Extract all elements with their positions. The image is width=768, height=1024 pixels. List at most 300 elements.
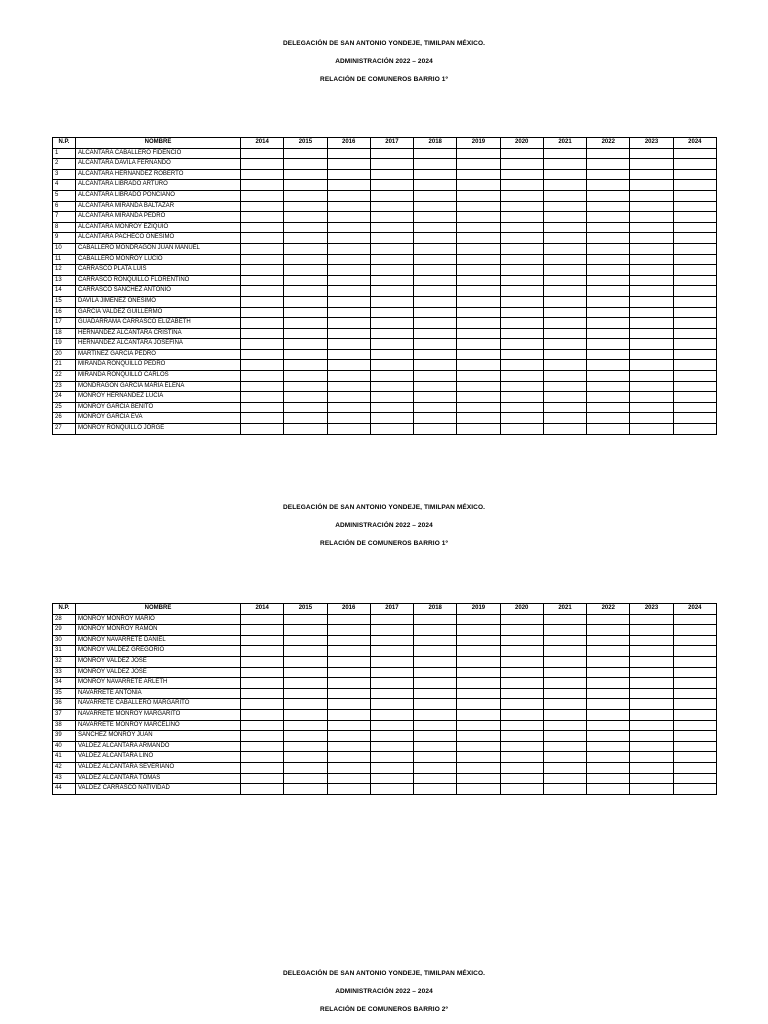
table-row (53, 402, 717, 413)
year-cell (500, 339, 543, 350)
column-header: 2019 (457, 138, 500, 149)
row-number: 12 (53, 265, 76, 276)
year-cell (673, 762, 716, 773)
year-cell (587, 286, 630, 297)
table-row (53, 667, 717, 678)
row-number: 36 (53, 699, 76, 710)
year-cell (370, 773, 413, 784)
comunero-name: ALCANTARA PACHECO ONESIMO (76, 233, 241, 244)
year-cell (500, 392, 543, 403)
year-cell (457, 148, 500, 159)
year-cell (587, 688, 630, 699)
year-cell (241, 286, 284, 297)
year-cell (673, 265, 716, 276)
row-number: 42 (53, 762, 76, 773)
year-cell (543, 741, 586, 752)
year-cell (543, 233, 586, 244)
table-row (53, 222, 717, 233)
year-cell (673, 212, 716, 223)
year-cell (673, 635, 716, 646)
year-cell (370, 784, 413, 795)
administration-period: ADMINISTRACIÓN 2022 – 2024 (335, 522, 433, 529)
year-cell (500, 646, 543, 657)
comunero-name: MONROY HERNANDEZ LUCIA (76, 392, 241, 403)
table-row (53, 773, 717, 784)
year-cell (500, 424, 543, 435)
year-cell (241, 614, 284, 625)
year-cell (630, 243, 673, 254)
column-header: 2017 (370, 138, 413, 149)
year-cell (587, 318, 630, 329)
year-cell (500, 349, 543, 360)
year-cell (284, 275, 327, 286)
year-cell (587, 307, 630, 318)
year-cell (414, 349, 457, 360)
column-header: 2020 (500, 604, 543, 615)
year-cell (543, 286, 586, 297)
section-2-header (0, 499, 768, 553)
table-row (53, 392, 717, 403)
year-cell (284, 307, 327, 318)
year-cell (543, 625, 586, 636)
year-cell (500, 233, 543, 244)
year-cell (673, 667, 716, 678)
year-cell (587, 392, 630, 403)
year-cell (500, 243, 543, 254)
comuneros-table-2 (52, 603, 717, 795)
year-cell (543, 265, 586, 276)
comunero-name: CABALLERO MONDRAGON JUAN MANUEL (76, 243, 241, 254)
year-cell (414, 339, 457, 350)
year-cell (414, 169, 457, 180)
year-cell (414, 402, 457, 413)
relation-title-barrio-2: RELACIÓN DE COMUNEROS BARRIO 2º (320, 1006, 448, 1013)
table-row (53, 275, 717, 286)
comunero-name: MONROY VALDEZ GREGORIO (76, 646, 241, 657)
year-cell (630, 667, 673, 678)
table-row (53, 339, 717, 350)
year-cell (241, 201, 284, 212)
year-cell (414, 646, 457, 657)
year-cell (457, 296, 500, 307)
year-cell (327, 190, 370, 201)
year-cell (630, 349, 673, 360)
year-cell (630, 233, 673, 244)
year-cell (370, 328, 413, 339)
year-cell (370, 720, 413, 731)
year-cell (457, 318, 500, 329)
year-cell (327, 286, 370, 297)
year-cell (587, 656, 630, 667)
year-cell (327, 243, 370, 254)
row-number: 9 (53, 233, 76, 244)
year-cell (414, 688, 457, 699)
year-cell (284, 614, 327, 625)
year-cell (500, 752, 543, 763)
year-cell (587, 159, 630, 170)
year-cell (543, 148, 586, 159)
year-cell (327, 275, 370, 286)
year-cell (630, 360, 673, 371)
year-cell (370, 709, 413, 720)
year-cell (500, 731, 543, 742)
year-cell (241, 371, 284, 382)
year-cell (587, 402, 630, 413)
year-cell (500, 741, 543, 752)
year-cell (543, 328, 586, 339)
year-cell (457, 392, 500, 403)
year-cell (587, 731, 630, 742)
table-row (53, 190, 717, 201)
year-cell (284, 233, 327, 244)
year-cell (370, 424, 413, 435)
year-cell (414, 318, 457, 329)
year-cell (543, 222, 586, 233)
year-cell (284, 169, 327, 180)
year-cell (630, 318, 673, 329)
year-cell (241, 254, 284, 265)
row-number: 41 (53, 752, 76, 763)
year-cell (284, 318, 327, 329)
comunero-name: SANCHEZ MONROY JUAN (76, 731, 241, 742)
year-cell (370, 614, 413, 625)
year-cell (630, 286, 673, 297)
comunero-name: MONROY RONQUILLO JORGE (76, 424, 241, 435)
year-cell (673, 169, 716, 180)
year-cell (673, 360, 716, 371)
row-number: 44 (53, 784, 76, 795)
year-cell (327, 678, 370, 689)
year-cell (241, 180, 284, 191)
year-cell (673, 349, 716, 360)
column-header: 2016 (327, 604, 370, 615)
column-header: 2023 (630, 138, 673, 149)
year-cell (673, 424, 716, 435)
year-cell (284, 339, 327, 350)
year-cell (457, 307, 500, 318)
year-cell (587, 349, 630, 360)
year-cell (370, 646, 413, 657)
year-cell (543, 678, 586, 689)
row-number: 33 (53, 667, 76, 678)
year-cell (543, 752, 586, 763)
year-cell (241, 709, 284, 720)
year-cell (370, 265, 413, 276)
year-cell (673, 222, 716, 233)
column-header: NOMBRE (76, 138, 241, 149)
year-cell (241, 402, 284, 413)
year-cell (457, 222, 500, 233)
year-cell (543, 731, 586, 742)
year-cell (543, 254, 586, 265)
row-number: 15 (53, 296, 76, 307)
year-cell (500, 275, 543, 286)
table-row (53, 635, 717, 646)
year-cell (630, 741, 673, 752)
year-cell (327, 752, 370, 763)
year-cell (500, 709, 543, 720)
year-cell (673, 614, 716, 625)
row-number: 24 (53, 392, 76, 403)
year-cell (587, 614, 630, 625)
year-cell (414, 614, 457, 625)
table-row (53, 688, 717, 699)
year-cell (414, 180, 457, 191)
administration-period: ADMINISTRACIÓN 2022 – 2024 (335, 988, 433, 995)
table-row (53, 296, 717, 307)
year-cell (457, 180, 500, 191)
year-cell (370, 339, 413, 350)
row-number: 4 (53, 180, 76, 191)
year-cell (241, 318, 284, 329)
year-cell (284, 265, 327, 276)
column-header: 2021 (543, 138, 586, 149)
year-cell (327, 307, 370, 318)
year-cell (543, 656, 586, 667)
year-cell (673, 773, 716, 784)
year-cell (630, 424, 673, 435)
year-cell (543, 635, 586, 646)
year-cell (543, 688, 586, 699)
row-number: 6 (53, 201, 76, 212)
year-cell (587, 360, 630, 371)
year-cell (414, 286, 457, 297)
row-number: 1 (53, 148, 76, 159)
year-cell (327, 413, 370, 424)
year-cell (457, 349, 500, 360)
year-cell (587, 296, 630, 307)
year-cell (587, 646, 630, 657)
year-cell (414, 360, 457, 371)
year-cell (673, 339, 716, 350)
year-cell (241, 265, 284, 276)
year-cell (500, 371, 543, 382)
year-cell (457, 709, 500, 720)
year-cell (370, 413, 413, 424)
year-cell (327, 328, 370, 339)
comunero-name: ALCANTARA LIBRADO ARTURO (76, 180, 241, 191)
year-cell (673, 148, 716, 159)
year-cell (457, 254, 500, 265)
year-cell (327, 424, 370, 435)
column-header: 2016 (327, 138, 370, 149)
column-header: 2021 (543, 604, 586, 615)
comunero-name: VALDEZ ALCANTARA ARMANDO (76, 741, 241, 752)
administration-period: ADMINISTRACIÓN 2022 – 2024 (335, 58, 433, 65)
year-cell (587, 275, 630, 286)
table-row (53, 360, 717, 371)
table-row (53, 784, 717, 795)
year-cell (587, 265, 630, 276)
row-number: 40 (53, 741, 76, 752)
year-cell (414, 265, 457, 276)
year-cell (327, 667, 370, 678)
table-row (53, 720, 717, 731)
year-cell (327, 201, 370, 212)
year-cell (500, 625, 543, 636)
year-cell (241, 720, 284, 731)
year-cell (500, 328, 543, 339)
section-1-header (0, 35, 768, 89)
comunero-name: MIRANDA RONQUILLO CARLOS (76, 371, 241, 382)
year-cell (587, 201, 630, 212)
year-cell (414, 752, 457, 763)
comunero-name: MONROY VALDEZ JOSE (76, 667, 241, 678)
table-row (53, 371, 717, 382)
year-cell (414, 392, 457, 403)
year-cell (630, 656, 673, 667)
year-cell (500, 318, 543, 329)
year-cell (241, 360, 284, 371)
year-cell (673, 731, 716, 742)
year-cell (500, 159, 543, 170)
table-header-row (53, 138, 717, 149)
year-cell (673, 720, 716, 731)
year-cell (457, 212, 500, 223)
year-cell (370, 360, 413, 371)
year-cell (673, 254, 716, 265)
year-cell (500, 635, 543, 646)
table-row (53, 709, 717, 720)
row-number: 26 (53, 413, 76, 424)
year-cell (587, 212, 630, 223)
year-cell (284, 656, 327, 667)
year-cell (241, 296, 284, 307)
year-cell (414, 699, 457, 710)
comunero-name: MONROY VALDEZ JOSE (76, 656, 241, 667)
year-cell (284, 212, 327, 223)
comunero-name: MONROY GARCIA BENITO (76, 402, 241, 413)
row-number: 39 (53, 731, 76, 742)
year-cell (370, 169, 413, 180)
year-cell (673, 201, 716, 212)
table-row (53, 201, 717, 212)
year-cell (414, 201, 457, 212)
year-cell (673, 190, 716, 201)
year-cell (587, 328, 630, 339)
year-cell (370, 180, 413, 191)
year-cell (673, 392, 716, 403)
year-cell (587, 424, 630, 435)
year-cell (587, 169, 630, 180)
year-cell (500, 784, 543, 795)
year-cell (587, 339, 630, 350)
year-cell (284, 731, 327, 742)
year-cell (284, 296, 327, 307)
year-cell (284, 762, 327, 773)
year-cell (587, 180, 630, 191)
year-cell (284, 625, 327, 636)
year-cell (370, 381, 413, 392)
year-cell (370, 307, 413, 318)
year-cell (630, 635, 673, 646)
year-cell (284, 286, 327, 297)
section-3-header (0, 965, 768, 1019)
year-cell (414, 159, 457, 170)
year-cell (630, 148, 673, 159)
comunero-name: NAVARRETE MONROY MARCELINO (76, 720, 241, 731)
comunero-name: MONROY MONROY RAMON (76, 625, 241, 636)
year-cell (500, 148, 543, 159)
year-cell (414, 635, 457, 646)
year-cell (414, 222, 457, 233)
year-cell (327, 159, 370, 170)
row-number: 29 (53, 625, 76, 636)
year-cell (673, 307, 716, 318)
year-cell (500, 762, 543, 773)
year-cell (587, 413, 630, 424)
year-cell (284, 667, 327, 678)
year-cell (414, 148, 457, 159)
year-cell (457, 201, 500, 212)
year-cell (630, 159, 673, 170)
column-header: N.P. (53, 138, 76, 149)
year-cell (630, 371, 673, 382)
table-row (53, 159, 717, 170)
year-cell (327, 773, 370, 784)
year-cell (500, 614, 543, 625)
year-cell (284, 709, 327, 720)
year-cell (457, 656, 500, 667)
year-cell (630, 402, 673, 413)
year-cell (370, 656, 413, 667)
year-cell (370, 678, 413, 689)
year-cell (241, 678, 284, 689)
year-cell (370, 148, 413, 159)
year-cell (673, 159, 716, 170)
row-number: 21 (53, 360, 76, 371)
comunero-name: ALCANTARA MONROY EZIQUIO (76, 222, 241, 233)
year-cell (327, 656, 370, 667)
comunero-name: MIRANDA RONQUILLO PEDRO (76, 360, 241, 371)
year-cell (370, 212, 413, 223)
year-cell (673, 371, 716, 382)
comuneros-table-1 (52, 137, 717, 435)
year-cell (414, 190, 457, 201)
year-cell (370, 254, 413, 265)
year-cell (587, 371, 630, 382)
year-cell (630, 254, 673, 265)
year-cell (587, 699, 630, 710)
row-number: 8 (53, 222, 76, 233)
row-number: 43 (53, 773, 76, 784)
year-cell (500, 667, 543, 678)
table-row (53, 169, 717, 180)
year-cell (327, 784, 370, 795)
table-row (53, 646, 717, 657)
column-header: 2018 (414, 138, 457, 149)
year-cell (587, 635, 630, 646)
year-cell (673, 328, 716, 339)
row-number: 34 (53, 678, 76, 689)
year-cell (500, 201, 543, 212)
year-cell (630, 784, 673, 795)
year-cell (673, 709, 716, 720)
year-cell (587, 752, 630, 763)
table-row (53, 233, 717, 244)
table-row (53, 212, 717, 223)
year-cell (327, 402, 370, 413)
year-cell (457, 328, 500, 339)
year-cell (370, 699, 413, 710)
year-cell (587, 243, 630, 254)
year-cell (500, 688, 543, 699)
year-cell (241, 243, 284, 254)
year-cell (284, 646, 327, 657)
year-cell (241, 752, 284, 763)
year-cell (457, 646, 500, 657)
year-cell (587, 709, 630, 720)
